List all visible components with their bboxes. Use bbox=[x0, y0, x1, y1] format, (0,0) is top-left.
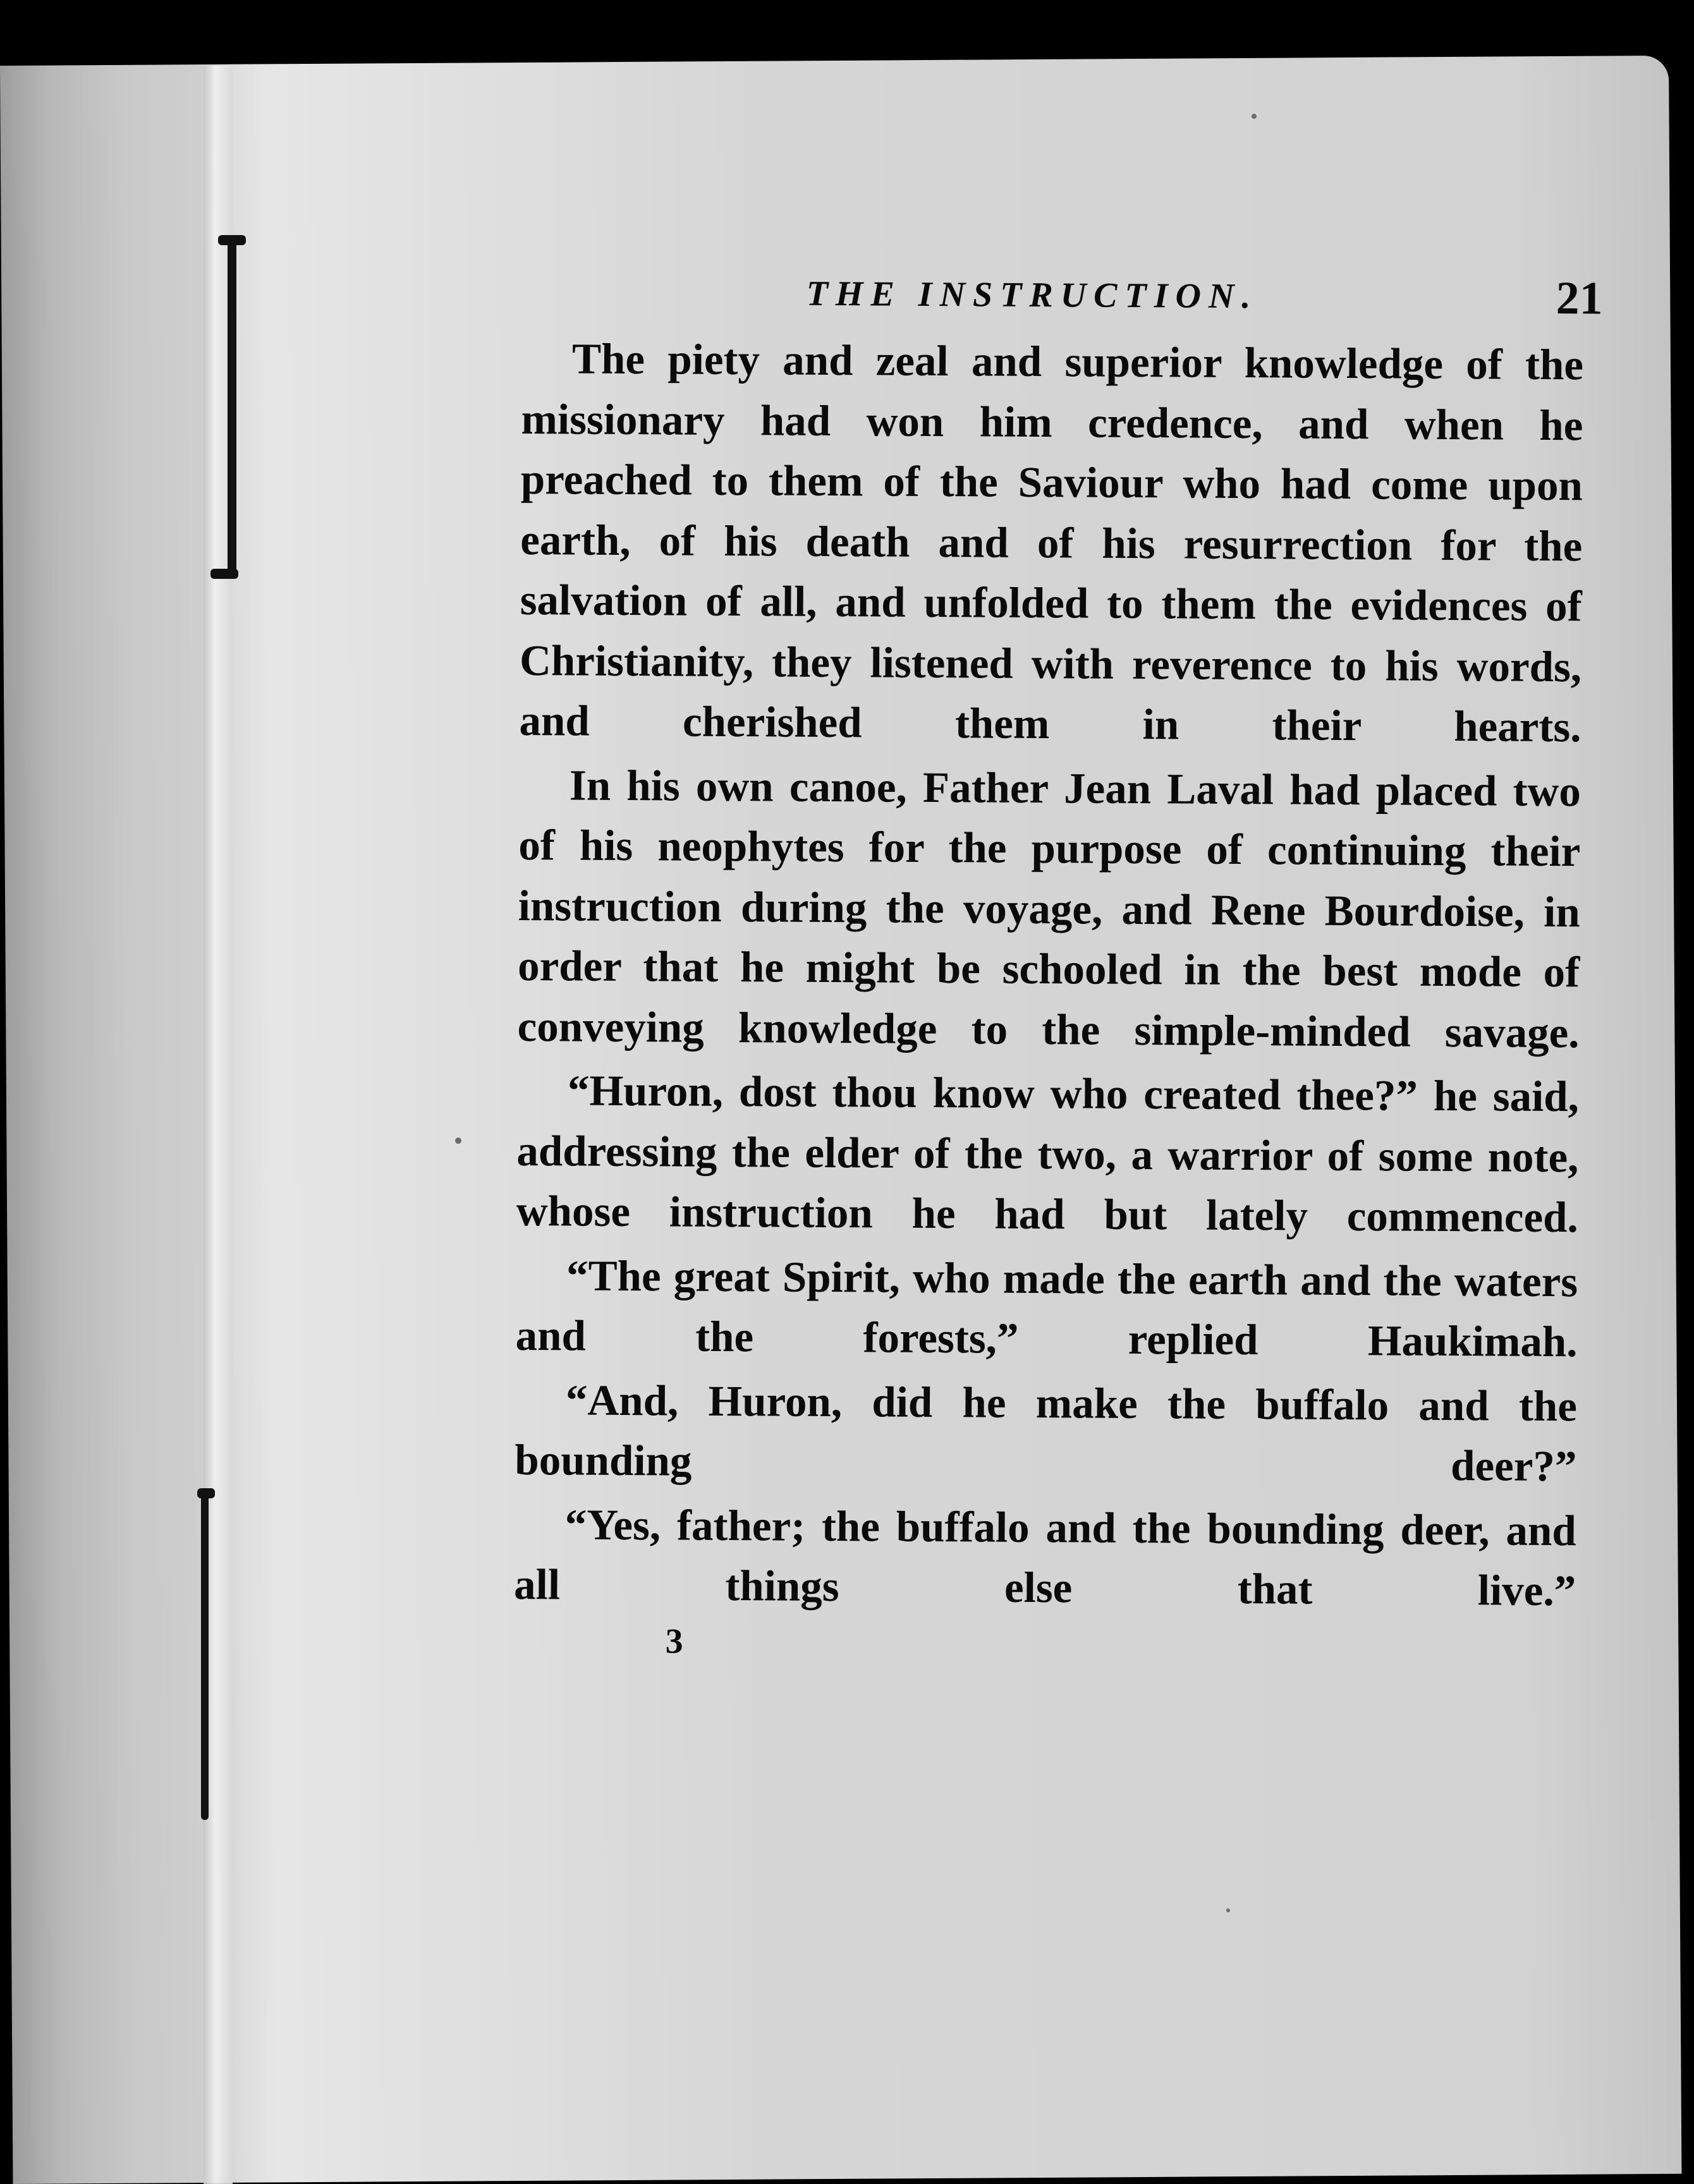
binding-stitch-top-end bbox=[210, 569, 238, 579]
paragraph: “The great Spirit, who made the earth and the waters and the forests,” replied Haukimah. bbox=[515, 1251, 1578, 1366]
paragraph: “Yes, father; the buffalo and the bounding deer, and all things else that live.” bbox=[513, 1500, 1576, 1615]
binding-stitch-bottom-cap bbox=[197, 1488, 215, 1498]
paper-speck bbox=[1226, 1908, 1230, 1912]
paragraph: In his own canoe, Father Jean Laval had placed two of his neophytes for the purpose of continuing their instruction during the voyage, and Rene Bourdoise, in order that he might be schooled in the best mode of conveying knowledge to the simple-minded savage. bbox=[517, 760, 1581, 1057]
running-head bbox=[521, 259, 1603, 335]
paragraph: “And, Huron, did he make the buffalo and the bounding deer?” bbox=[515, 1375, 1578, 1491]
binding-stitch-top-cap bbox=[218, 235, 246, 245]
signature-mark: 3 bbox=[665, 1621, 683, 1661]
paragraph: The piety and zeal and superior knowledge of the missionary had won him credence, and when he preached to them of the Saviour who had come upon earth, of his death and of his resurrection for the salvation of all, and unfolded to them the evidences of Christianity, they listened with reverence to his words, and cherished them in their hearts. bbox=[519, 334, 1584, 751]
running-head-title: THE INSTRUCTION. bbox=[806, 274, 1258, 317]
binding-stitch-bottom bbox=[201, 1491, 209, 1820]
page-text-block bbox=[513, 259, 1603, 1667]
paragraph: “Huron, dost thou know who created thee?” he said, addressing the elder of the two, a warrior of some note, whose instruction he had but lately commenced. bbox=[516, 1066, 1580, 1242]
page-number: 21 bbox=[1556, 272, 1603, 325]
binding-stitch-top bbox=[228, 240, 236, 575]
paper-speck bbox=[1252, 114, 1257, 119]
paper-speck bbox=[455, 1138, 461, 1144]
